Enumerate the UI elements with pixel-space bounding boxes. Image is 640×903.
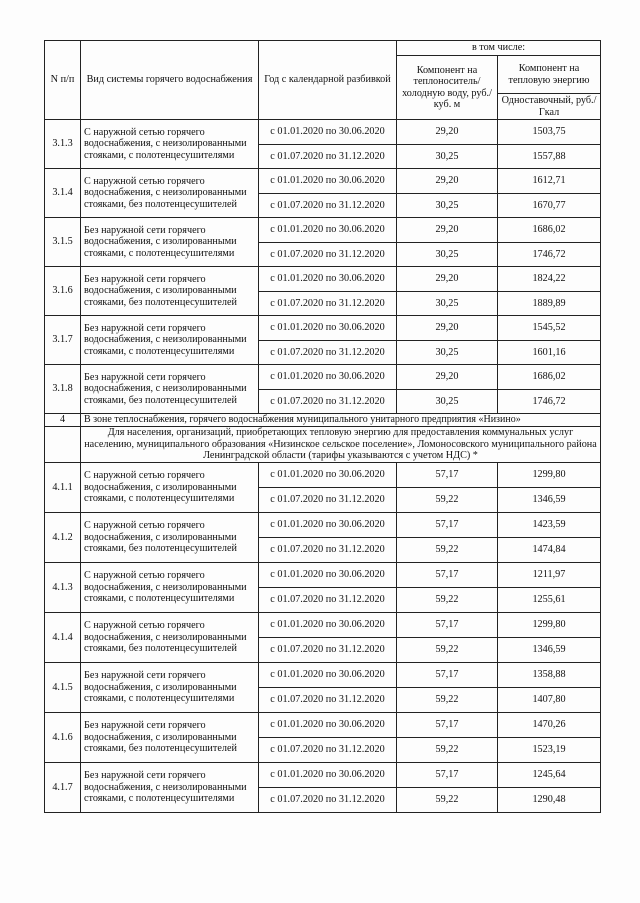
row-number: 3.1.3 xyxy=(45,120,81,169)
water-component-value: 57,17 xyxy=(397,763,498,788)
period-cell: с 01.01.2020 по 30.06.2020 xyxy=(259,613,397,638)
water-component-value: 57,17 xyxy=(397,613,498,638)
system-description: Без наружной сети горячего водоснабжения, с неизолированными стояками, с полотенцесушителями xyxy=(81,763,259,813)
energy-component-value: 1470,26 xyxy=(498,713,601,738)
water-component-value: 59,22 xyxy=(397,588,498,613)
period-cell: с 01.01.2020 по 30.06.2020 xyxy=(259,513,397,538)
header-one-rate: Одноставочный, руб./Гкал xyxy=(498,94,601,120)
energy-component-value: 1474,84 xyxy=(498,538,601,563)
water-component-value: 30,25 xyxy=(397,193,498,218)
row-number: 4.1.3 xyxy=(45,563,81,613)
period-cell: с 01.01.2020 по 30.06.2020 xyxy=(259,169,397,194)
header-component-energy: Компонент на тепловую энергию xyxy=(498,56,601,94)
period-cell: с 01.07.2020 по 31.12.2020 xyxy=(259,291,397,316)
water-component-value: 29,20 xyxy=(397,365,498,390)
table-row xyxy=(45,316,601,341)
period-cell: с 01.07.2020 по 31.12.2020 xyxy=(259,193,397,218)
period-cell: с 01.07.2020 по 31.12.2020 xyxy=(259,242,397,267)
table-row xyxy=(45,763,601,788)
energy-component-value: 1746,72 xyxy=(498,389,601,414)
period-cell: с 01.07.2020 по 31.12.2020 xyxy=(259,588,397,613)
period-cell: с 01.01.2020 по 30.06.2020 xyxy=(259,120,397,145)
energy-component-value: 1245,64 xyxy=(498,763,601,788)
energy-component-value: 1299,80 xyxy=(498,463,601,488)
water-component-value: 59,22 xyxy=(397,738,498,763)
table-row xyxy=(45,267,601,292)
energy-component-value: 1824,22 xyxy=(498,267,601,292)
table-row xyxy=(45,218,601,243)
water-component-value: 59,22 xyxy=(397,638,498,663)
section-note-blank xyxy=(45,427,81,463)
system-description: Без наружной сети горячего водоснабжения, с изолированными стояками, без полотенцесушителей xyxy=(81,713,259,763)
energy-component-value: 1255,61 xyxy=(498,588,601,613)
system-description: С наружной сетью горячего водоснабжения, с неизолированными стояками, без полотенцесушителей xyxy=(81,169,259,218)
period-cell: с 01.07.2020 по 31.12.2020 xyxy=(259,340,397,365)
period-cell: с 01.01.2020 по 30.06.2020 xyxy=(259,763,397,788)
water-component-value: 57,17 xyxy=(397,663,498,688)
energy-component-value: 1612,71 xyxy=(498,169,601,194)
row-number: 4.1.1 xyxy=(45,463,81,513)
water-component-value: 59,22 xyxy=(397,488,498,513)
period-cell: с 01.07.2020 по 31.12.2020 xyxy=(259,738,397,763)
energy-component-value: 1299,80 xyxy=(498,613,601,638)
water-component-value: 29,20 xyxy=(397,169,498,194)
energy-component-value: 1686,02 xyxy=(498,218,601,243)
table-row xyxy=(45,463,601,488)
row-number: 3.1.5 xyxy=(45,218,81,267)
water-component-value: 30,25 xyxy=(397,389,498,414)
water-component-value: 29,20 xyxy=(397,267,498,292)
water-component-value: 29,20 xyxy=(397,218,498,243)
header-component-water: Компонент на теплоноситель/холодную воду, руб./куб. м xyxy=(397,56,498,120)
energy-component-value: 1503,75 xyxy=(498,120,601,145)
row-number: 3.1.6 xyxy=(45,267,81,316)
section-title: В зоне теплоснабжения, горячего водоснабжения муниципального унитарного предприятия «Низино» xyxy=(81,414,601,427)
period-cell: с 01.01.2020 по 30.06.2020 xyxy=(259,365,397,390)
table-row xyxy=(45,365,601,390)
energy-component-value: 1407,80 xyxy=(498,688,601,713)
water-component-value: 57,17 xyxy=(397,713,498,738)
energy-component-value: 1746,72 xyxy=(498,242,601,267)
header-system-type: Вид системы горячего водоснабжения xyxy=(81,41,259,120)
system-description: С наружной сетью горячего водоснабжения, с изолированными стояками, без полотенцесушителей xyxy=(81,513,259,563)
water-component-value: 59,22 xyxy=(397,538,498,563)
energy-component-value: 1557,88 xyxy=(498,144,601,169)
system-description: С наружной сетью горячего водоснабжения, с неизолированными стояками, с полотенцесушителями xyxy=(81,563,259,613)
table-row xyxy=(45,120,601,145)
water-component-value: 30,25 xyxy=(397,144,498,169)
period-cell: с 01.01.2020 по 30.06.2020 xyxy=(259,563,397,588)
row-number: 3.1.4 xyxy=(45,169,81,218)
table-row xyxy=(45,513,601,538)
period-cell: с 01.01.2020 по 30.06.2020 xyxy=(259,267,397,292)
system-description: С наружной сетью горячего водоснабжения, с неизолированными стояками, без полотенцесушителей xyxy=(81,613,259,663)
water-component-value: 59,22 xyxy=(397,788,498,813)
system-description: Без наружной сети горячего водоснабжения, с изолированными стояками, без полотенцесушителей xyxy=(81,267,259,316)
energy-component-value: 1423,59 xyxy=(498,513,601,538)
table-row xyxy=(45,563,601,588)
table-row xyxy=(45,613,601,638)
period-cell: с 01.01.2020 по 30.06.2020 xyxy=(259,218,397,243)
system-description: Без наружной сети горячего водоснабжения, с изолированными стояками, с полотенцесушителями xyxy=(81,663,259,713)
period-cell: с 01.07.2020 по 31.12.2020 xyxy=(259,688,397,713)
period-cell: с 01.07.2020 по 31.12.2020 xyxy=(259,389,397,414)
energy-component-value: 1211,97 xyxy=(498,563,601,588)
section-number: 4 xyxy=(45,414,81,427)
system-description: Без наружной сети горячего водоснабжения, с неизолированными стояками, без полотенцесушителей xyxy=(81,365,259,414)
period-cell: с 01.07.2020 по 31.12.2020 xyxy=(259,638,397,663)
energy-component-value: 1358,88 xyxy=(498,663,601,688)
energy-component-value: 1670,77 xyxy=(498,193,601,218)
row-number: 4.1.2 xyxy=(45,513,81,563)
water-component-value: 30,25 xyxy=(397,291,498,316)
water-component-value: 29,20 xyxy=(397,316,498,341)
system-description: С наружной сетью горячего водоснабжения, с изолированными стояками, с полотенцесушителями xyxy=(81,463,259,513)
water-component-value: 30,25 xyxy=(397,242,498,267)
system-description: Без наружной сети горячего водоснабжения, с неизолированными стояками, с полотенцесушителями xyxy=(81,316,259,365)
table-row xyxy=(45,713,601,738)
section-note-row xyxy=(45,427,601,463)
energy-component-value: 1545,52 xyxy=(498,316,601,341)
period-cell: с 01.07.2020 по 31.12.2020 xyxy=(259,488,397,513)
header-including: в том числе: xyxy=(397,41,601,56)
row-number: 4.1.4 xyxy=(45,613,81,663)
period-cell: с 01.01.2020 по 30.06.2020 xyxy=(259,713,397,738)
period-cell: с 01.07.2020 по 31.12.2020 xyxy=(259,144,397,169)
header-period: Год с календарной разбивкой xyxy=(259,41,397,120)
system-description: С наружной сетью горячего водоснабжения, с неизолированными стояками, с полотенцесушителями xyxy=(81,120,259,169)
row-number: 3.1.8 xyxy=(45,365,81,414)
energy-component-value: 1290,48 xyxy=(498,788,601,813)
water-component-value: 57,17 xyxy=(397,463,498,488)
water-component-value: 59,22 xyxy=(397,688,498,713)
period-cell: с 01.01.2020 по 30.06.2020 xyxy=(259,463,397,488)
energy-component-value: 1523,19 xyxy=(498,738,601,763)
section-note: Для населения, организаций, приобретающих тепловую энергию для предоставления коммунальных услуг населению, муниципального образования «Низинское сельское поселение», Ломоносовского муниципального района Ленинградской области (тарифы указываются с учетом НДС) * xyxy=(81,427,601,463)
table-row xyxy=(45,663,601,688)
water-component-value: 29,20 xyxy=(397,120,498,145)
section-title-row xyxy=(45,414,601,427)
row-number: 4.1.5 xyxy=(45,663,81,713)
tariff-table xyxy=(44,40,601,813)
water-component-value: 30,25 xyxy=(397,340,498,365)
period-cell: с 01.07.2020 по 31.12.2020 xyxy=(259,788,397,813)
period-cell: с 01.07.2020 по 31.12.2020 xyxy=(259,538,397,563)
row-number: 4.1.7 xyxy=(45,763,81,813)
period-cell: с 01.01.2020 по 30.06.2020 xyxy=(259,663,397,688)
energy-component-value: 1889,89 xyxy=(498,291,601,316)
energy-component-value: 1346,59 xyxy=(498,638,601,663)
energy-component-value: 1601,16 xyxy=(498,340,601,365)
energy-component-value: 1346,59 xyxy=(498,488,601,513)
water-component-value: 57,17 xyxy=(397,563,498,588)
period-cell: с 01.01.2020 по 30.06.2020 xyxy=(259,316,397,341)
row-number: 3.1.7 xyxy=(45,316,81,365)
header-num: N п/п xyxy=(45,41,81,120)
energy-component-value: 1686,02 xyxy=(498,365,601,390)
water-component-value: 57,17 xyxy=(397,513,498,538)
table-row xyxy=(45,169,601,194)
row-number: 4.1.6 xyxy=(45,713,81,763)
system-description: Без наружной сети горячего водоснабжения, с изолированными стояками, с полотенцесушителями xyxy=(81,218,259,267)
